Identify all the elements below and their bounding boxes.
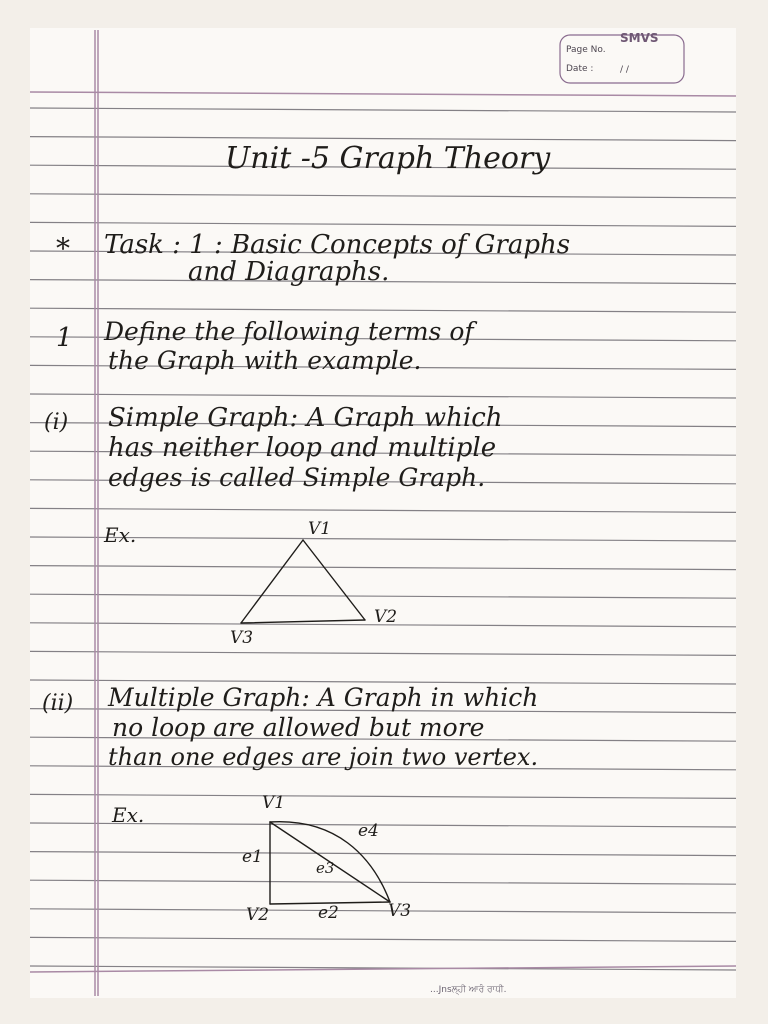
task-line-1: Task : 1 : Basic Concepts of Graphs — [104, 230, 571, 260]
edge-label-e4: e4 — [358, 821, 379, 841]
edge-label-e1: e1 — [242, 847, 263, 867]
edge-label-e2: e2 — [318, 903, 339, 923]
part-i-marker: (i) — [44, 410, 69, 435]
task-bullet: * — [56, 232, 70, 265]
question-number: 1 — [56, 323, 73, 353]
footer-print-text: ...Jnsਲ੍ਹੀ ਆਰੰ ਰਾਧੀ. — [430, 985, 507, 995]
vertex-label-v2: V2 — [374, 607, 398, 627]
part-i-line-2: has neither loop and multiple — [108, 433, 497, 463]
part-i-line-1: Simple Graph: A Graph which — [108, 403, 503, 433]
question-line-1: Define the following terms of — [104, 317, 474, 346]
part-ii-line-3: than one edges are join two vertex. — [108, 743, 539, 771]
part-i-line-3: edges is called Simple Graph. — [108, 463, 486, 492]
vertex-label-v3: V3 — [388, 901, 412, 921]
vertex-label-v2: V2 — [246, 905, 270, 925]
part-i-ex-label: Ex. — [104, 523, 137, 547]
date-label: Date : — [566, 64, 594, 74]
vertex-label-v3: V3 — [230, 628, 254, 648]
part-ii-line-1: Multiple Graph: A Graph in which — [108, 683, 539, 712]
page-title: Unit -5 Graph Theory — [225, 141, 551, 176]
task-line-2: and Diagraphs. — [188, 257, 390, 287]
date-value: / / — [620, 65, 629, 75]
part-ii-marker: (ii) — [42, 691, 74, 716]
vertex-label-v1: V1 — [308, 519, 332, 539]
edge-label-e3: e3 — [316, 859, 335, 877]
part-ii-line-2: no loop are allowed but more — [112, 713, 485, 742]
question-line-2: the Graph with example. — [108, 346, 422, 375]
part-ii-ex-label: Ex. — [112, 803, 145, 827]
brand-label: SMVS — [620, 31, 659, 45]
vertex-label-v1: V1 — [262, 793, 286, 813]
page-no-label: Page No. — [566, 45, 606, 55]
